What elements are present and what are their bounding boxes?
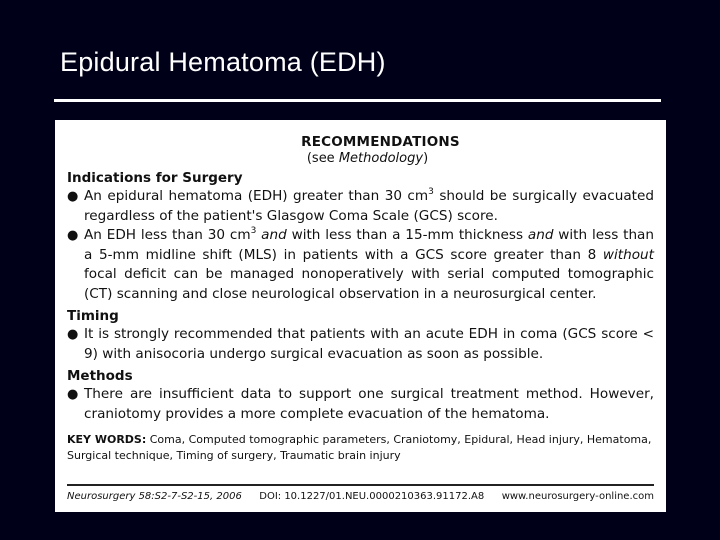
superscript: 3 [428, 187, 434, 197]
text-run: It is strongly recommended that patients with an acute EDH in coma (GCS score < 9) with anisocoria undergo surgical evacuation as soon as possible. [84, 326, 654, 362]
bullet-item [67, 325, 654, 364]
sections-container [67, 170, 654, 424]
document-subheading [81, 151, 654, 166]
title-divider [54, 99, 661, 102]
bullet-dot-icon: ● [67, 228, 79, 243]
text-run: should be surgically evacuated regardless of the patient's Glasgow Coma Scale (GCS) score. [84, 188, 655, 224]
text-run: with less than a 15-mm thickness [286, 227, 528, 243]
section-title: Methods [67, 368, 133, 384]
text-run: An EDH less than 30 cm [84, 227, 251, 243]
text-run: with less than a 5-mm midline shift (MLS) in patients with a GCS score greater than 8 [84, 227, 654, 263]
slide-title: Epidural Hematoma (EDH) [60, 47, 386, 77]
keywords-text: Coma, Computed tomographic parameters, Craniotomy, Epidural, Head injury, Hematoma, Surgical technique, Timing of surgery, Traumatic brain injury [67, 433, 652, 462]
bullet-dot-icon: ● [67, 189, 79, 204]
bullet-item [67, 187, 654, 226]
footer-divider [67, 484, 654, 486]
subheading-suffix: ) [423, 151, 429, 166]
section-title: Timing [67, 308, 119, 324]
keywords-label: KEY WORDS: [67, 433, 147, 446]
recommendations-document [55, 120, 666, 512]
bullet-dot-icon: ● [67, 387, 79, 402]
bullet-text [84, 226, 654, 304]
bullet-item [67, 385, 654, 424]
text-run: There are insufficient data to support one surgical treatment method. However, craniotomy provides a more complete evacuation of the hematoma. [84, 386, 654, 422]
text-run: focal deficit can be managed nonoperatively with serial computed tomographic (CT) scanning and close neurological observation in a neurosurgical center. [84, 266, 654, 302]
bullet-text [84, 385, 654, 424]
doi: DOI: 10.1227/01.NEU.0000210363.91172.A8 [259, 491, 485, 502]
subheading-prefix: (see [306, 151, 339, 166]
emphasis: without [602, 246, 654, 263]
bullet-dot-icon: ● [67, 327, 79, 342]
emphasis: and [527, 227, 554, 243]
journal-citation: Neurosurgery 58:S2-7-S2-15, 2006 [67, 491, 242, 502]
journal-url: www.neurosurgery-online.com [501, 491, 654, 502]
superscript: 3 [250, 226, 257, 236]
emphasis: and [261, 227, 287, 243]
bullet-text [84, 187, 654, 226]
citation-footer [67, 491, 654, 502]
bullet-item [67, 226, 654, 304]
subheading-methodology: Methodology [338, 151, 424, 166]
text-run: An epidural hematoma (EDH) greater than 30 cm [84, 188, 429, 204]
document-heading: RECOMMENDATIONS [301, 134, 460, 150]
bullet-text [84, 325, 654, 364]
section-title: Indications for Surgery [67, 170, 243, 186]
keywords [67, 432, 654, 464]
